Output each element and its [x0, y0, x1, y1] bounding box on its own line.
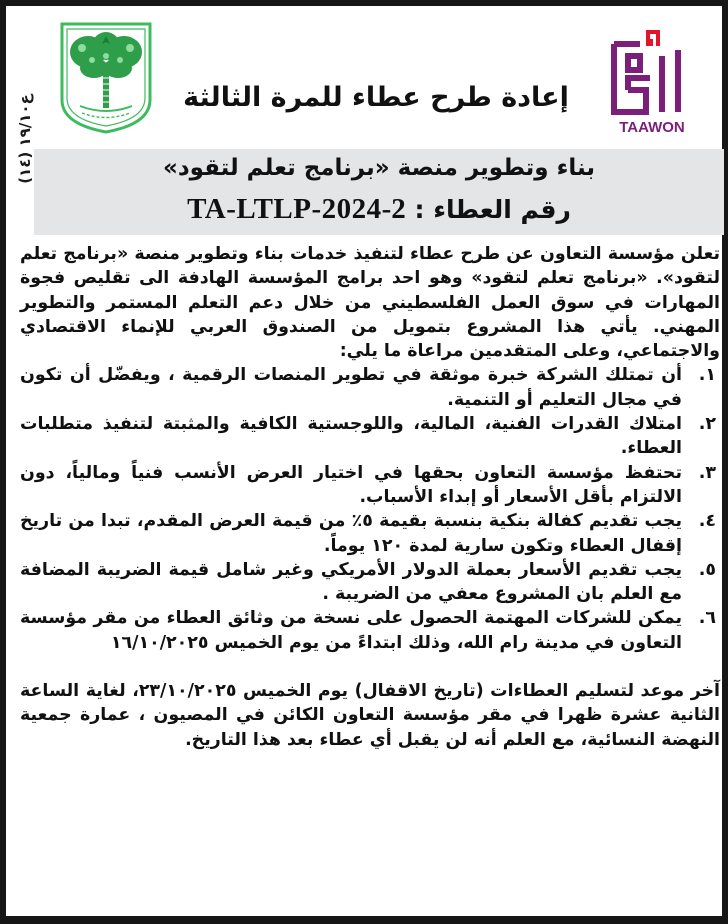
requirement-item	[20, 558, 720, 607]
taawon-caption: TAAWON	[619, 119, 685, 136]
requirements-list	[20, 363, 720, 655]
closing-paragraph: آخر موعد لتسليم العطاءات (تاريخ الاقفال) يوم الخميس ٢٣/١٠/٢٠٢٥، لغاية الساعة الثانية عشرة ظهرا في مقر مؤسسة التعاون الكائن في المصيون ، عمارة جمعية النهضة النسائية، مع العلم أنه لن يقبل أي عطاء بعد هذا التاريخ.	[20, 681, 721, 750]
item-text: تحتفظ مؤسسة التعاون بحقها في اختيار العرض الأنسب فنياً ومالياً، دون الالتزام بأقل الأسعار أو إبداء الأسباب.	[20, 462, 682, 507]
taawon-logo-icon	[606, 28, 698, 136]
item-number: ٤.	[698, 511, 716, 532]
requirement-item	[20, 412, 720, 461]
tender-ref-label: رقم العطاء :	[414, 195, 571, 224]
item-text: امتلاك القدرات الفنية، المالية، واللوجستية الكافية والمثبتة لتنفيذ متطلبات العطاء.	[20, 414, 682, 459]
requirement-item	[20, 363, 720, 412]
item-text: يمكن للشركات المهتمة الحصول على نسخة من وثائق العطاء من مقر مؤسسة التعاون في مدينة رام الله، وذلك ابتداءً من يوم الخميس ١٦/١٠/٢٠٢٥	[20, 608, 682, 653]
item-text: يجب تقديم كفالة بنكية بنسبة بقيمة ٥٪ من قيمة العرض المقدم، تبدا من تاريخ إقفال العطاء وتكون سارية لمدة ١٢٠ يوماً.	[20, 511, 682, 556]
item-number: ٣.	[698, 462, 716, 483]
item-number: ٥.	[698, 559, 716, 580]
item-number: ٢.	[698, 414, 716, 435]
requirement-item	[20, 461, 720, 510]
requirement-item	[20, 509, 720, 558]
tender-title: بناء وتطوير منصة «برنامج تعلم لتقود»	[163, 155, 595, 181]
tree-emblem-logo	[58, 20, 154, 136]
title-band	[34, 149, 724, 235]
item-number: ٦.	[698, 608, 716, 629]
item-number: ١.	[698, 365, 716, 386]
side-code-text: ع١٩/١٠ (١٤)	[16, 94, 35, 184]
notice-body	[20, 242, 720, 752]
item-text: أن تمتلك الشركة خبرة موثقة في تطوير المنصات الرقمية ، ويفضّل أن تكون في مجال التعليم أو التنمية.	[20, 365, 682, 410]
tender-reference	[34, 193, 724, 226]
requirement-item	[20, 606, 720, 655]
tender-ref-code: 2-TA-LTLP-2024	[187, 193, 406, 225]
intro-paragraph: تعلن مؤسسة التعاون عن طرح عطاء لتنفيذ خدمات بناء وتطوير منصة «برنامج تعلم لتقود». «برنامج تعلم لتقود» وهو احد برامج المؤسسة الهادفة الى تقليص فجوة المهارات في سوق العمل الفلسطيني من خلال دعم التعلم المستمر والتطوير المهني. يأتي هذا المشروع بتمويل من الصندوق العربي للإنماء الاقتصادي والاجتماعي، وعلى المتقدمين مراعاة ما يلي:	[20, 244, 720, 362]
taawon-logo	[606, 28, 698, 136]
tree-emblem-icon	[58, 20, 154, 136]
item-text: يجب تقديم الأسعار بعملة الدولار الأمريكي وغير شامل قيمة الضريبة المضافة مع العلم بان المشروع معفي من الضريبة .	[20, 559, 682, 605]
side-reference-code	[14, 64, 36, 214]
headline: إعادة طرح عطاء للمرة الثالثة	[183, 82, 569, 113]
